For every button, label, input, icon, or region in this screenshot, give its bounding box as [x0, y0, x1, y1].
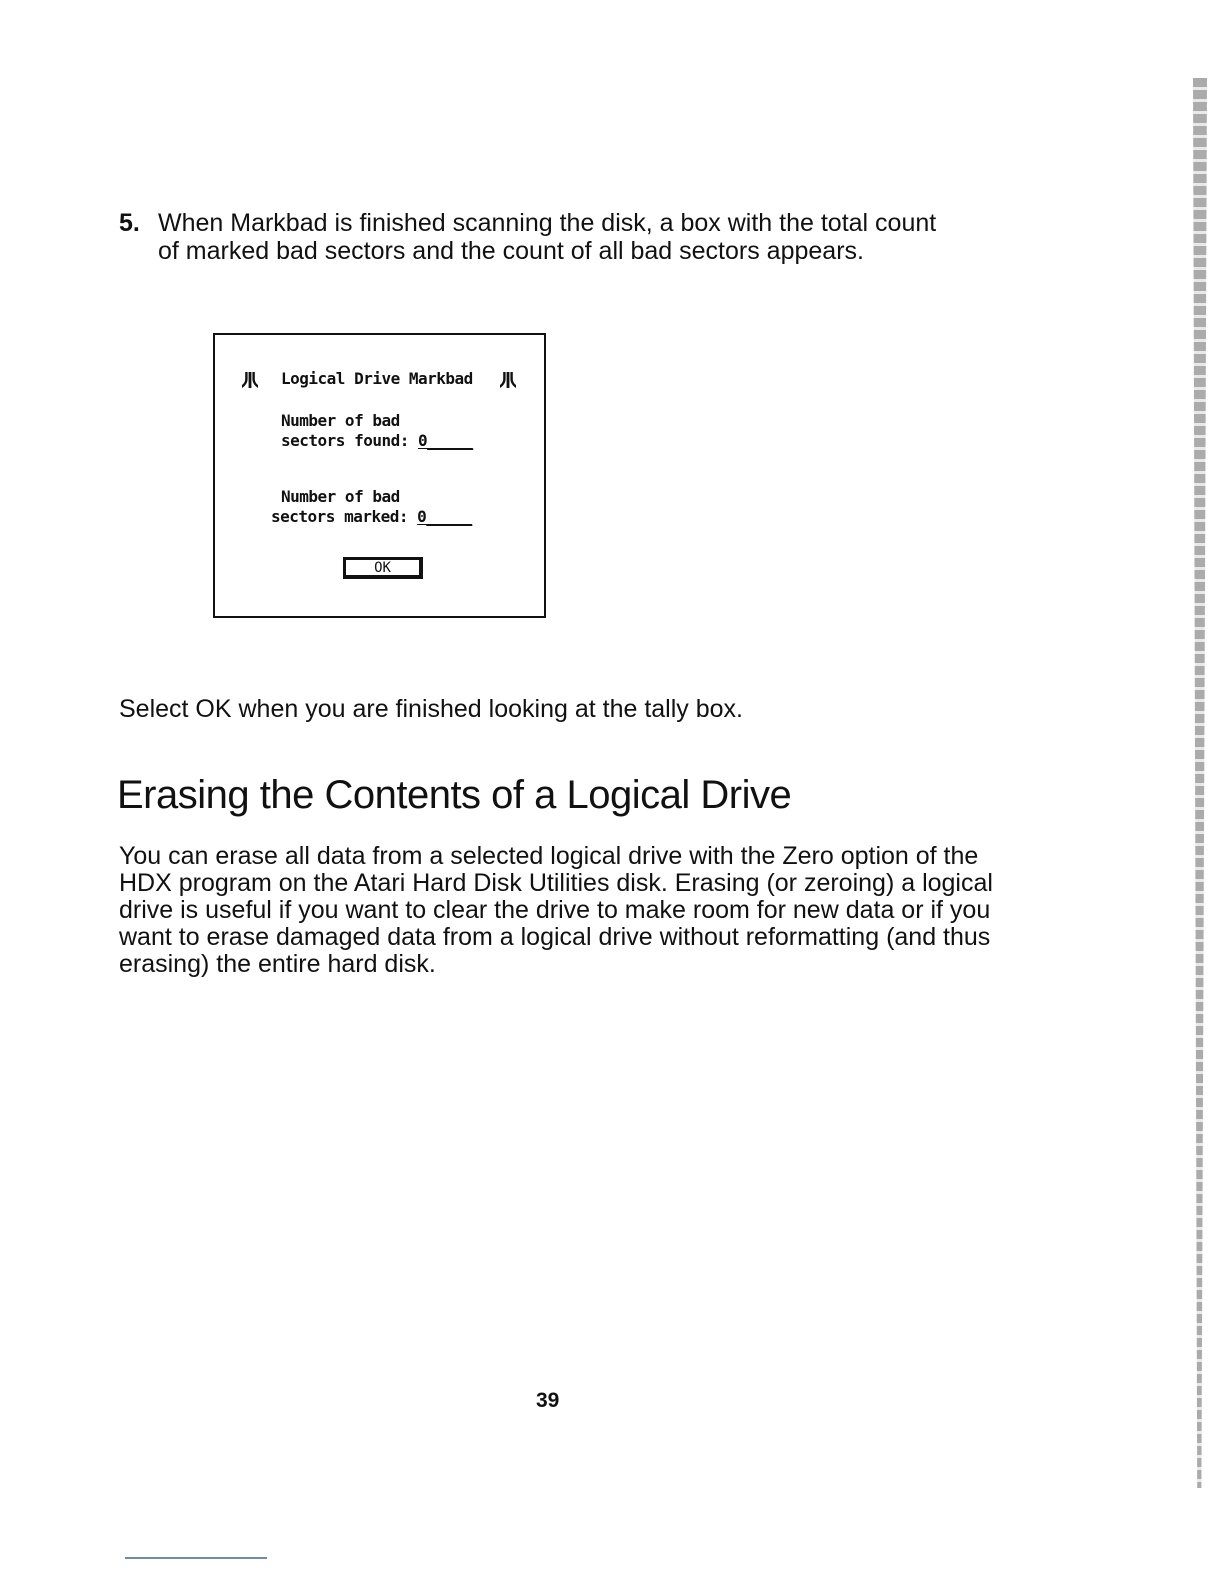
body-paragraph: You can erase all data from a selected logical drive with the Zero option of the HDX program on the Atari Hard Disk Utilities disk. Erasing (or zeroing) a logical drive is useful if you want to clear the drive to make room for new data or if you want to erase damaged data from a logical drive without reformatting (and thus erasing) the entire hard disk. [119, 842, 993, 978]
field-label: sectors found: [281, 431, 409, 450]
section-heading: Erasing the Contents of a Logical Drive [117, 773, 792, 817]
dialog-title-row [241, 369, 521, 391]
bad-sectors-found-field [281, 411, 473, 451]
field-label: sectors marked: [271, 507, 408, 526]
bad-sectors-found-value: 0_____ [418, 431, 473, 450]
scan-line-artifact [125, 1557, 267, 1559]
step-text: When Markbad is finished scanning the disk, a box with the total count of marked bad sectors and the count of all bad sectors appears. [158, 209, 937, 265]
dialog-title: Logical Drive Markbad [281, 369, 473, 388]
bad-sectors-marked-field [271, 487, 472, 527]
bad-sectors-marked-value: 0_____ [417, 507, 472, 526]
ok-button[interactable]: OK [343, 557, 423, 579]
step-5 [119, 209, 959, 265]
field-label: Number of bad [281, 487, 400, 506]
page-number: 39 [536, 1389, 560, 1412]
step-number: 5. [119, 209, 140, 237]
atari-logo-icon [499, 371, 517, 389]
atari-logo-icon [241, 371, 259, 389]
instruction-paragraph: Select OK when you are finished looking at the tally box. [119, 695, 743, 723]
scan-edge-artifact [1193, 78, 1207, 1488]
markbad-dialog [213, 333, 546, 618]
field-label: Number of bad [281, 411, 400, 430]
